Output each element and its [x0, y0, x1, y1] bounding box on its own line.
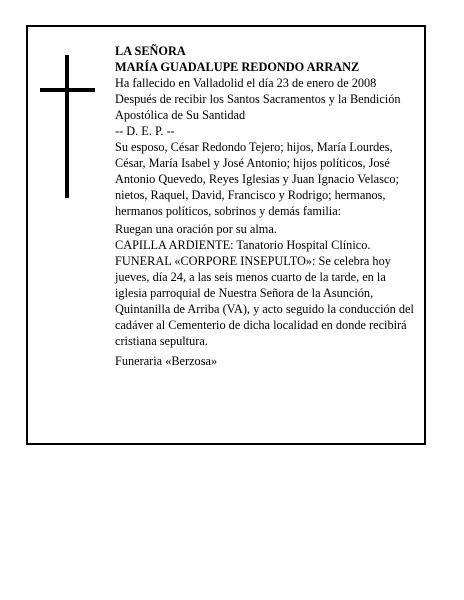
funeral-info: FUNERAL «CORPORE INSEPULTO»: Se celebra hoy jueves, día 24, a las seis menos cuarto de la tarde, en la iglesia parroquial de Nuestra Señora de la Asunción, Quintanilla de Arriba (VA), y acto seguido la conducción del cadáver al Cementerio de dicha localidad en donde recibirá cristiana sepultura.: [115, 254, 414, 348]
notice-body: [115, 43, 419, 369]
sacraments-text: Después de recibir los Santos Sacramentos y la Bendición Apostólica de Su Santidad: [115, 92, 401, 122]
chapel-info: CAPILLA ARDIENTE: Tanatorio Hospital Clínico.: [115, 238, 371, 252]
notice-title: LA SEÑORA: [115, 44, 186, 58]
death-announcement: Ha fallecido en Valladolid el día 23 de enero de 2008: [115, 76, 377, 90]
deceased-name: MARÍA GUADALUPE REDONDO ARRANZ: [115, 60, 360, 74]
obituary-notice: [26, 25, 426, 445]
cross-vertical-bar: [65, 55, 69, 198]
prayer-request: Ruegan una oración por su alma.: [115, 222, 277, 236]
cross-horizontal-bar: [40, 88, 95, 92]
family-list: Su esposo, César Redondo Tejero; hijos, María Lourdes, César, María Isabel y José Antonio; hijos políticos, José Antonio Quevedo, Reyes Iglesias y Juan Ignacio Velasco; nietos, Raquel, David, Francisco y Rodrigo; hermanos, hermanos políticos, sobrinos y demás familia:: [115, 140, 399, 218]
funeral-home: Funeraria «Berzosa»: [115, 354, 218, 368]
dep-text: -- D. E. P. --: [115, 124, 175, 138]
